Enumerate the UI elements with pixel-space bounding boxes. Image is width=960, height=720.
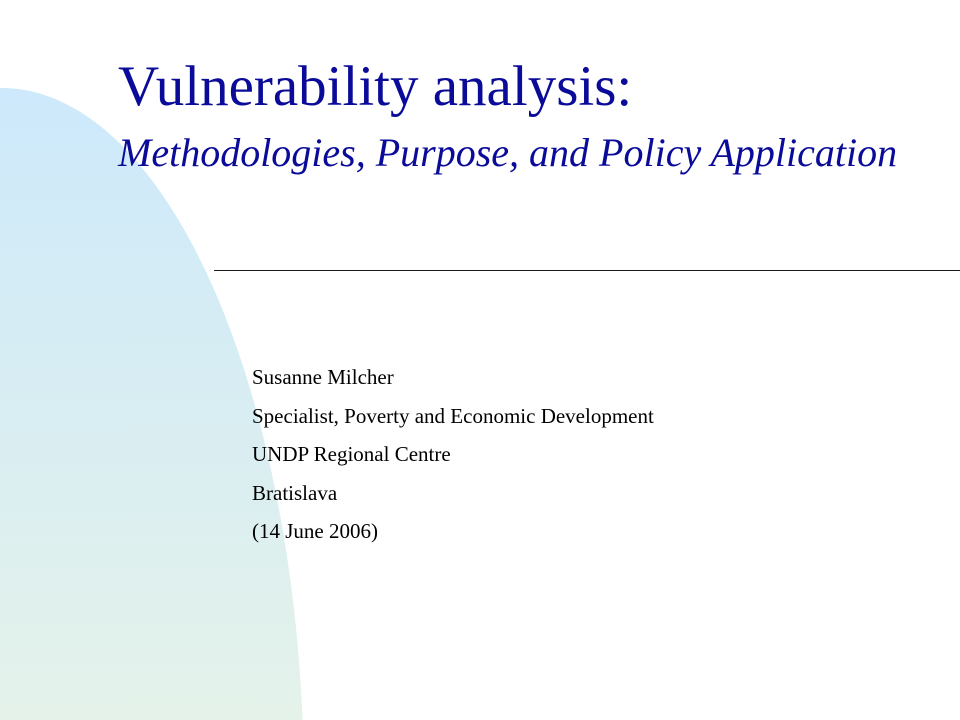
title-block	[118, 48, 948, 180]
presenter-name: Susanne Milcher	[252, 365, 394, 389]
presentation-date: (14 June 2006)	[252, 519, 378, 543]
presenter-role: Specialist, Poverty and Economic Development	[252, 403, 654, 428]
slide-subtitle: Methodologies, Purpose, and Policy Application	[118, 130, 898, 175]
title-divider	[214, 270, 960, 271]
presenter-details	[252, 358, 654, 551]
presenter-organization: UNDP Regional Centre	[252, 442, 451, 466]
slide-title: Vulnerability analysis:	[118, 55, 633, 118]
presenter-location: Bratislava	[252, 480, 338, 505]
